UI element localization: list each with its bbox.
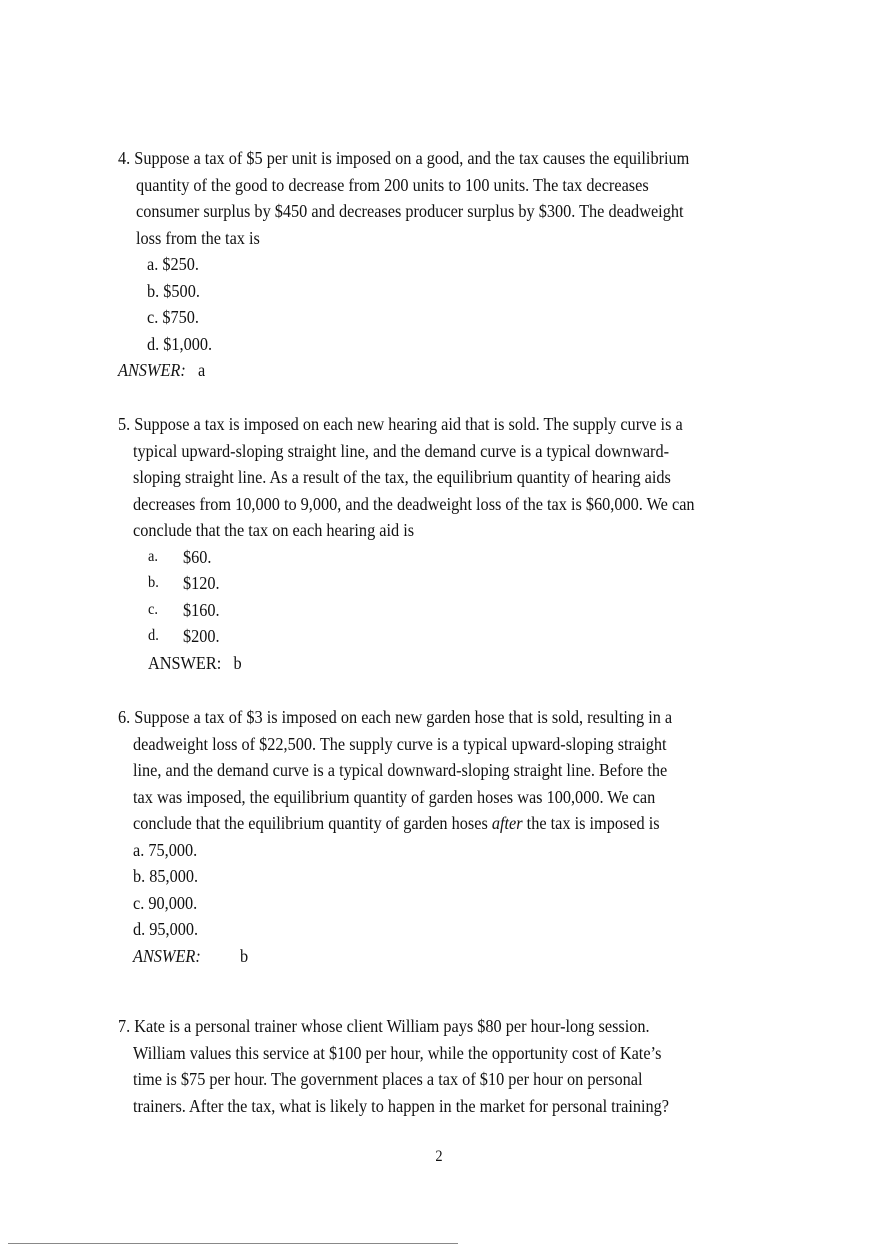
question-text: quantity of the good to decrease from 200 units to 100 units. The tax decreases — [136, 174, 649, 195]
question-text: deadweight loss of $22,500. The supply curve is a typical upward-sloping straight — [133, 733, 667, 754]
question-text: 6. Suppose a tax of $3 is imposed on each new garden hose that is sold, resulting in a — [118, 707, 673, 727]
question-text: 4. Suppose a tax of $5 per unit is imposed on a good, and the tax causes the equilibrium — [118, 148, 690, 168]
question-text: time is $75 per hour. The government places a tax of $10 per hour on personal — [133, 1069, 643, 1089]
option-value: $160. — [183, 599, 220, 620]
answer-label: ANSWER: — [118, 360, 186, 380]
answer-line — [148, 650, 242, 677]
answer-value: b — [233, 652, 242, 673]
option: a. $250. — [147, 254, 199, 274]
question-text: 7. Kate is a personal trainer whose client William pays $80 per hour-long session. — [118, 1016, 650, 1036]
text: the tax is imposed is — [522, 813, 660, 833]
question-text: line, and the demand curve is a typical downward-sloping straight line. Before the — [133, 760, 668, 780]
option-value: $60. — [183, 546, 212, 567]
emphasis-after: after — [491, 813, 523, 833]
question-text: sloping straight line. As a result of the tax, the equilibrium quantity of hearing aids — [133, 467, 671, 487]
question-text: trainers. After the tax, what is likely to happen in the market for personal training? — [133, 1095, 670, 1116]
question-text: decreases from 10,000 to 9,000, and the deadweight loss of the tax is $60,000. We can — [133, 493, 695, 514]
option: b. 85,000. — [133, 866, 199, 886]
option-letter: b. — [148, 574, 159, 591]
answer-value: b — [240, 945, 249, 966]
option-letter: a. — [148, 547, 159, 565]
question-text: 5. Suppose a tax is imposed on each new hearing aid that is sold. The supply curve is a — [118, 414, 683, 434]
answer-label: ANSWER: — [133, 945, 201, 966]
question-text — [133, 810, 660, 837]
option: b. $500. — [147, 280, 200, 301]
answer-label: ANSWER: — [148, 652, 222, 673]
option-value: $120. — [183, 573, 220, 593]
answer-value: a — [198, 360, 206, 380]
question-text: consumer surplus by $450 and decreases producer surplus by $300. The deadweight — [136, 201, 684, 221]
option: a. 75,000. — [133, 839, 198, 860]
option: c. $750. — [147, 307, 199, 327]
answer-line — [118, 357, 205, 384]
footer-rule — [8, 1243, 458, 1244]
option: d. $1,000. — [147, 333, 213, 354]
question-text: conclude that the tax on each hearing aid is — [133, 520, 415, 540]
page-number: 2 — [435, 1148, 443, 1165]
question-text: typical upward-sloping straight line, and the demand curve is a typical downward- — [133, 440, 670, 461]
option: d. 95,000. — [133, 919, 199, 939]
option: c. 90,000. — [133, 892, 198, 913]
question-text: loss from the tax is — [136, 227, 260, 248]
option-letter: c. — [148, 600, 159, 618]
option-letter: d. — [148, 627, 159, 644]
option-value: $200. — [183, 626, 220, 646]
question-text: tax was imposed, the equilibrium quantity of garden hoses was 100,000. We can — [133, 786, 656, 807]
question-text: William values this service at $100 per hour, while the opportunity cost of Kate’s — [133, 1042, 662, 1063]
text: conclude that the equilibrium quantity of garden hoses — [133, 813, 492, 833]
